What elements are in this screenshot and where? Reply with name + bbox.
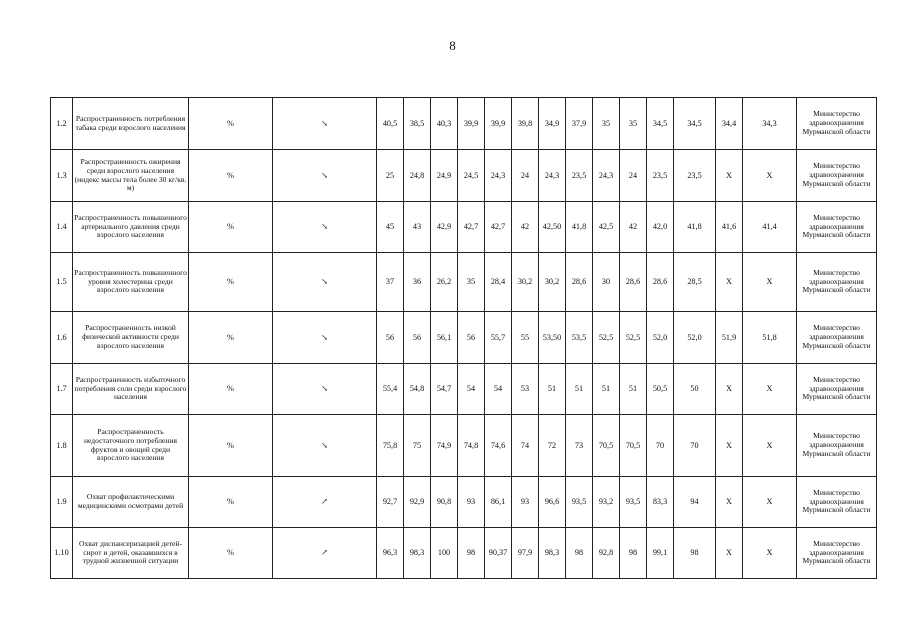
unit-cell: %	[189, 477, 273, 528]
value-cell: 53,5	[566, 312, 593, 364]
value-cell: 98	[620, 528, 647, 579]
unit-cell: %	[189, 202, 273, 253]
trend-arrow-icon: ↘	[273, 415, 377, 477]
value-cell: 43	[404, 202, 431, 253]
value-cell: 70,5	[620, 415, 647, 477]
value-cell: 25	[377, 150, 404, 202]
value-cell: 92,8	[593, 528, 620, 579]
value-cell: 24,3	[539, 150, 566, 202]
value-cell: 41,6	[716, 202, 743, 253]
value-cell: 92,9	[404, 477, 431, 528]
value-cell: 34,9	[539, 98, 566, 150]
value-cell: 98,3	[539, 528, 566, 579]
value-cell: 28,4	[485, 253, 512, 312]
value-cell: 98	[674, 528, 716, 579]
value-cell: 93,2	[593, 477, 620, 528]
value-cell: 73	[566, 415, 593, 477]
value-cell: 39,9	[485, 98, 512, 150]
value-cell: 42,7	[458, 202, 485, 253]
value-cell: 39,9	[458, 98, 485, 150]
value-cell: 52,5	[593, 312, 620, 364]
value-cell: 23,5	[566, 150, 593, 202]
value-cell: 51	[566, 364, 593, 415]
value-cell: 92,7	[377, 477, 404, 528]
value-cell: 39,8	[512, 98, 539, 150]
value-cell: 42	[512, 202, 539, 253]
value-cell: 23,5	[674, 150, 716, 202]
trend-arrow-icon: ↗	[273, 477, 377, 528]
value-cell: 96,6	[539, 477, 566, 528]
table-row	[51, 150, 877, 202]
value-cell: 35	[620, 98, 647, 150]
value-cell: Х	[716, 253, 743, 312]
value-cell: 51	[593, 364, 620, 415]
trend-arrow-icon: ↗	[273, 528, 377, 579]
value-cell: Х	[716, 150, 743, 202]
unit-cell: %	[189, 312, 273, 364]
responsible-org: Министерство здравоохранения Мурманской области	[797, 98, 877, 150]
value-cell: 37	[377, 253, 404, 312]
value-cell: 99,1	[647, 528, 674, 579]
value-cell: 42,0	[647, 202, 674, 253]
value-cell: 54,7	[431, 364, 458, 415]
value-cell: 98	[566, 528, 593, 579]
table-row	[51, 364, 877, 415]
value-cell: 41,8	[566, 202, 593, 253]
value-cell: Х	[743, 364, 797, 415]
trend-arrow-icon: ↘	[273, 253, 377, 312]
indicator-name: Распространенность потребления табака среди взрослого населения	[73, 98, 189, 150]
value-cell: 51	[620, 364, 647, 415]
value-cell: 37,9	[566, 98, 593, 150]
value-cell: 28,6	[620, 253, 647, 312]
value-cell: 24	[620, 150, 647, 202]
value-cell: 42,5	[593, 202, 620, 253]
value-cell: 70	[674, 415, 716, 477]
value-cell: 50,5	[647, 364, 674, 415]
table-row	[51, 477, 877, 528]
value-cell: 24,5	[458, 150, 485, 202]
value-cell: 41,4	[743, 202, 797, 253]
value-cell: Х	[743, 150, 797, 202]
value-cell: Х	[743, 477, 797, 528]
responsible-org: Министерство здравоохранения Мурманской области	[797, 415, 877, 477]
value-cell: 41,8	[674, 202, 716, 253]
page-number: 8	[449, 38, 456, 53]
value-cell: 70,5	[593, 415, 620, 477]
value-cell: 97,9	[512, 528, 539, 579]
value-cell: 34,3	[743, 98, 797, 150]
indicator-name: Распространенность недостаточного потребления фруктов и овощей среди взрослого населения	[73, 415, 189, 477]
value-cell: 70	[647, 415, 674, 477]
indicator-name: Распространенность низкой физической активности среди взрослого населения	[73, 312, 189, 364]
value-cell: 52,0	[674, 312, 716, 364]
table-row	[51, 415, 877, 477]
value-cell: 53	[512, 364, 539, 415]
value-cell: 28,6	[647, 253, 674, 312]
row-number: 1.3	[51, 150, 73, 202]
value-cell: 23,5	[647, 150, 674, 202]
row-number: 1.4	[51, 202, 73, 253]
value-cell: 54	[485, 364, 512, 415]
value-cell: 52,5	[620, 312, 647, 364]
value-cell: Х	[716, 415, 743, 477]
value-cell: 93,5	[620, 477, 647, 528]
value-cell: 55	[512, 312, 539, 364]
value-cell: 34,4	[716, 98, 743, 150]
value-cell: 93	[458, 477, 485, 528]
row-number: 1.8	[51, 415, 73, 477]
responsible-org: Министерство здравоохранения Мурманской области	[797, 253, 877, 312]
value-cell: Х	[716, 364, 743, 415]
indicator-name: Распространенность ожирения среди взрослого населения (индекс массы тела более 30 кг/кв. м)	[73, 150, 189, 202]
value-cell: 74	[512, 415, 539, 477]
value-cell: 28,6	[566, 253, 593, 312]
value-cell: 51,8	[743, 312, 797, 364]
table-row	[51, 253, 877, 312]
value-cell: 30,2	[539, 253, 566, 312]
unit-cell: %	[189, 415, 273, 477]
value-cell: 24	[512, 150, 539, 202]
value-cell: Х	[743, 253, 797, 312]
value-cell: 93	[512, 477, 539, 528]
value-cell: 24,3	[593, 150, 620, 202]
value-cell: 38,5	[404, 98, 431, 150]
value-cell: 83,3	[647, 477, 674, 528]
value-cell: 86,1	[485, 477, 512, 528]
indicator-name: Охват диспансеризацией детей-сирот и детей, оказавшихся в трудной жизненной ситуации	[73, 528, 189, 579]
value-cell: 90,8	[431, 477, 458, 528]
value-cell: 36	[404, 253, 431, 312]
value-cell: 54	[458, 364, 485, 415]
value-cell: 54,8	[404, 364, 431, 415]
value-cell: 75,8	[377, 415, 404, 477]
table-row	[51, 312, 877, 364]
value-cell: 53,50	[539, 312, 566, 364]
value-cell: 42	[620, 202, 647, 253]
value-cell: 74,9	[431, 415, 458, 477]
row-number: 1.9	[51, 477, 73, 528]
trend-arrow-icon: ↘	[273, 364, 377, 415]
value-cell: 56,1	[431, 312, 458, 364]
indicator-name: Распространенность избыточного потребления соли среди взрослого населения	[73, 364, 189, 415]
value-cell: 42,50	[539, 202, 566, 253]
value-cell: 98,3	[404, 528, 431, 579]
table-row	[51, 202, 877, 253]
value-cell: Х	[716, 477, 743, 528]
value-cell: Х	[716, 528, 743, 579]
row-number: 1.6	[51, 312, 73, 364]
trend-arrow-icon: ↘	[273, 312, 377, 364]
value-cell: 100	[431, 528, 458, 579]
value-cell: 55,7	[485, 312, 512, 364]
unit-cell: %	[189, 98, 273, 150]
value-cell: 45	[377, 202, 404, 253]
indicator-name: Распространенность повышенного артериального давления среди взрослого населения	[73, 202, 189, 253]
row-number: 1.5	[51, 253, 73, 312]
value-cell: 30	[593, 253, 620, 312]
indicator-name: Охват профилактическими медицинскими осмотрами детей	[73, 477, 189, 528]
value-cell: 40,5	[377, 98, 404, 150]
responsible-org: Министерство здравоохранения Мурманской области	[797, 477, 877, 528]
row-number: 1.10	[51, 528, 73, 579]
value-cell: 74,6	[485, 415, 512, 477]
value-cell: 42,9	[431, 202, 458, 253]
unit-cell: %	[189, 364, 273, 415]
value-cell: 50	[674, 364, 716, 415]
trend-arrow-icon: ↘	[273, 202, 377, 253]
value-cell: 26,2	[431, 253, 458, 312]
responsible-org: Министерство здравоохранения Мурманской области	[797, 528, 877, 579]
responsible-org: Министерство здравоохранения Мурманской области	[797, 312, 877, 364]
value-cell: 75	[404, 415, 431, 477]
unit-cell: %	[189, 528, 273, 579]
value-cell: 30,2	[512, 253, 539, 312]
value-cell: 56	[404, 312, 431, 364]
value-cell: 35	[593, 98, 620, 150]
value-cell: 55,4	[377, 364, 404, 415]
value-cell: 94	[674, 477, 716, 528]
value-cell: 56	[377, 312, 404, 364]
value-cell: 34,5	[647, 98, 674, 150]
row-number: 1.7	[51, 364, 73, 415]
indicator-name: Распространенность повышенного уровня холестерина среди взрослого населения	[73, 253, 189, 312]
value-cell: 24,3	[485, 150, 512, 202]
value-cell: 24,8	[404, 150, 431, 202]
value-cell: 96,3	[377, 528, 404, 579]
value-cell: 98	[458, 528, 485, 579]
table-row	[51, 98, 877, 150]
value-cell: 40,3	[431, 98, 458, 150]
value-cell: 51	[539, 364, 566, 415]
value-cell: 28,5	[674, 253, 716, 312]
value-cell: 56	[458, 312, 485, 364]
trend-arrow-icon: ↘	[273, 98, 377, 150]
unit-cell: %	[189, 253, 273, 312]
responsible-org: Министерство здравоохранения Мурманской области	[797, 150, 877, 202]
value-cell: 52,0	[647, 312, 674, 364]
value-cell: 24,9	[431, 150, 458, 202]
responsible-org: Министерство здравоохранения Мурманской области	[797, 202, 877, 253]
value-cell: 42,7	[485, 202, 512, 253]
indicators-table	[50, 97, 877, 579]
row-number: 1.2	[51, 98, 73, 150]
table-row	[51, 528, 877, 579]
value-cell: 72	[539, 415, 566, 477]
value-cell: 74,8	[458, 415, 485, 477]
responsible-org: Министерство здравоохранения Мурманской области	[797, 364, 877, 415]
value-cell: 51,9	[716, 312, 743, 364]
value-cell: 35	[458, 253, 485, 312]
trend-arrow-icon: ↘	[273, 150, 377, 202]
value-cell: 34,5	[674, 98, 716, 150]
value-cell: Х	[743, 528, 797, 579]
value-cell: 90,37	[485, 528, 512, 579]
unit-cell: %	[189, 150, 273, 202]
value-cell: Х	[743, 415, 797, 477]
value-cell: 93,5	[566, 477, 593, 528]
